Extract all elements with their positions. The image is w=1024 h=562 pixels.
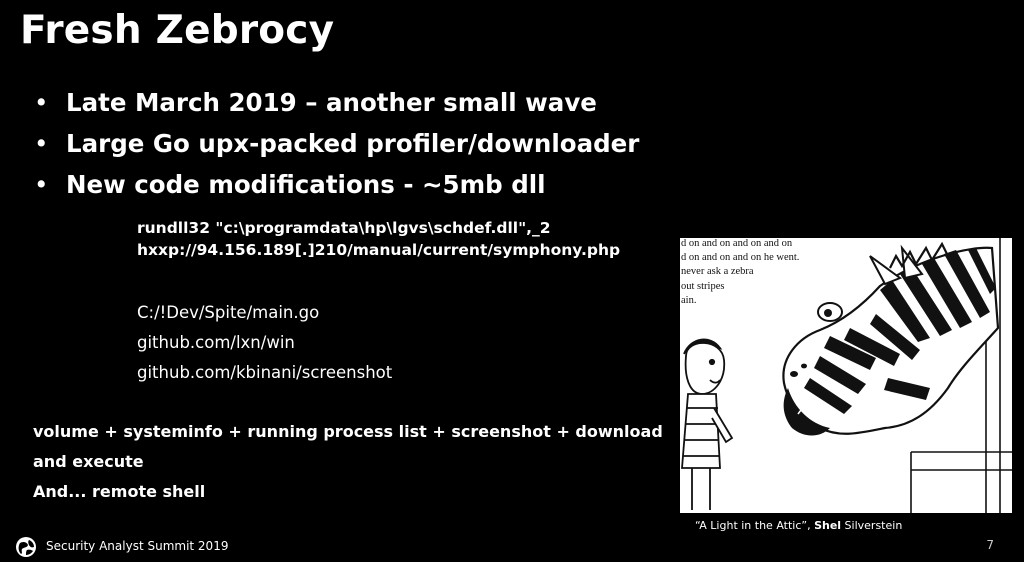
page-number: 7 xyxy=(986,538,994,552)
bullet-item xyxy=(34,168,639,209)
event-name: Security Analyst Summit 2019 xyxy=(46,539,229,553)
command-block xyxy=(137,217,620,261)
bullet-item xyxy=(34,127,639,168)
cartoon-text-line: d on and on and on and on xyxy=(681,238,793,249)
image-caption xyxy=(695,519,902,532)
summary-line: and execute xyxy=(33,452,144,471)
caption-author-last: Silverstein xyxy=(841,519,903,532)
source-path-list xyxy=(137,298,392,388)
slide-footer xyxy=(0,532,1024,562)
caption-author-first: Shel xyxy=(814,519,842,532)
cartoon-text-line: ain. xyxy=(681,295,697,306)
source-path: github.com/kbinani/screenshot xyxy=(137,363,393,382)
zebra-cartoon-drawing xyxy=(680,238,1012,513)
globe-logo-icon xyxy=(15,536,37,562)
bullet-text: Large Go upx-packed profiler/downloader xyxy=(66,129,640,158)
capability-summary xyxy=(33,417,663,507)
source-path: github.com/lxn/win xyxy=(137,333,295,352)
summary-line: And... remote shell xyxy=(33,482,206,501)
bullet-item xyxy=(34,86,639,127)
cartoon-text-line: never ask a zebra xyxy=(681,266,754,277)
bullet-marker: • xyxy=(34,129,49,158)
bullet-marker: • xyxy=(34,88,49,117)
bullet-marker: • xyxy=(34,170,49,199)
summary-line: volume + systeminfo + running process list + screenshot + download xyxy=(33,422,663,441)
bullet-text: New code modifications - ~5mb dll xyxy=(66,170,546,199)
slide-title: Fresh Zebrocy xyxy=(20,8,335,53)
cartoon-text-line: d on and on and on he went. xyxy=(681,252,800,263)
cartoon-text-line: out stripes xyxy=(681,281,725,292)
source-path: C:/!Dev/Spite/main.go xyxy=(137,303,320,322)
zebra-cartoon-image xyxy=(680,238,1012,513)
bullet-list xyxy=(34,86,639,209)
bullet-text: Late March 2019 – another small wave xyxy=(66,88,597,117)
caption-title: “A Light in the Attic”, xyxy=(695,519,815,532)
command-line: rundll32 "c:\programdata\hp\lgvs\schdef.dll",_2 xyxy=(137,219,551,237)
url-line: hxxp://94.156.189[.]210/manual/current/symphony.php xyxy=(137,241,621,259)
